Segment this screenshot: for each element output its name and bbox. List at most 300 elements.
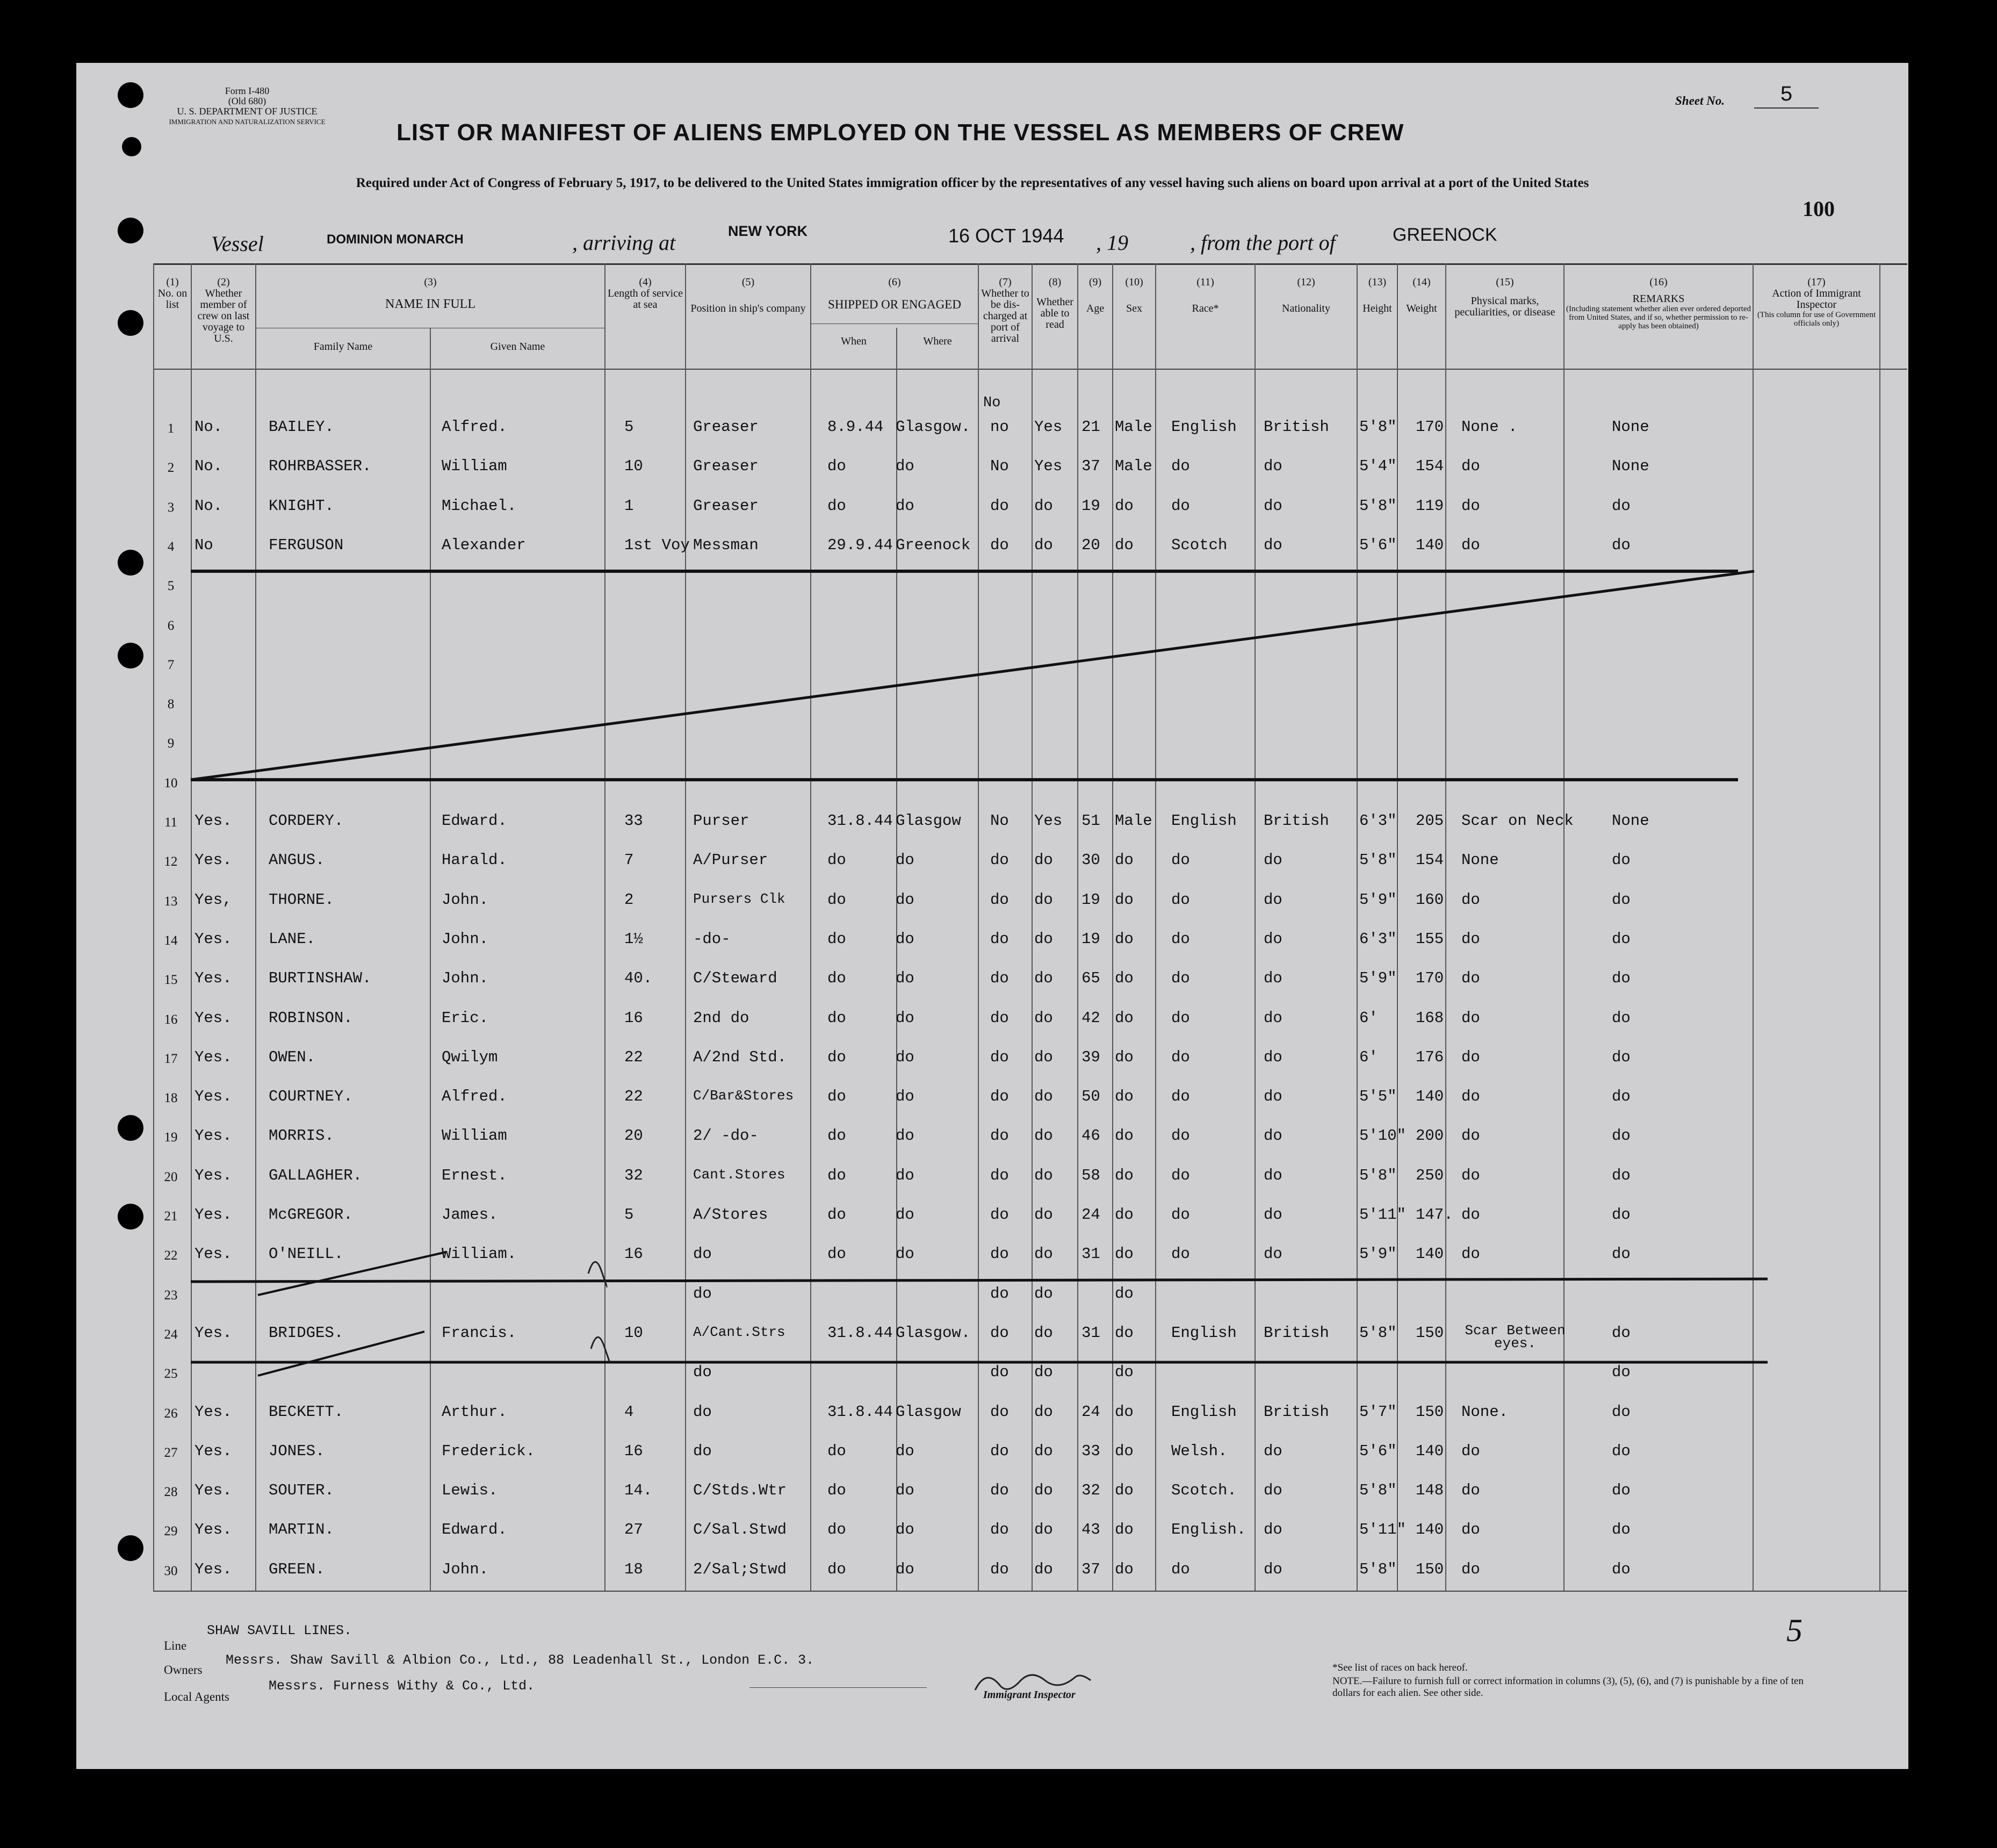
row-number: 7 — [167, 658, 175, 672]
shipped-where: do — [896, 457, 914, 475]
height: 5'11" — [1359, 1521, 1407, 1538]
name-strike — [258, 1332, 424, 1376]
remarks: do — [1612, 1403, 1631, 1421]
weight: 176 — [1416, 1048, 1444, 1066]
race: do — [1171, 930, 1190, 948]
nationality: do — [1264, 1245, 1282, 1263]
family-name: GALLAGHER. — [269, 1167, 363, 1184]
col-header-17: (17) Action of Immigrant Inspector (This column for use of Government officials only) — [1757, 276, 1876, 328]
row-number: 5 — [167, 579, 175, 593]
height: 5'8" — [1359, 1482, 1397, 1499]
height: 5'8" — [1359, 1561, 1397, 1578]
race: English — [1171, 1324, 1237, 1342]
row-number: 20 — [164, 1170, 178, 1184]
nationality: British — [1264, 1324, 1329, 1342]
remarks: do — [1612, 1442, 1631, 1460]
sex: do — [1115, 497, 1134, 515]
nationality: British — [1264, 418, 1329, 436]
crew-status: No. — [194, 457, 223, 475]
shipped-where: Greenock — [896, 536, 971, 554]
arriving-label: , arriving at — [572, 231, 676, 255]
position: C/Bar&Stores — [693, 1088, 794, 1104]
nationality: do — [1264, 1088, 1282, 1105]
shipped-when: do — [827, 1167, 846, 1184]
page-number: 100 — [1803, 197, 1835, 221]
age: 24 — [1082, 1403, 1100, 1421]
able-to-read: do — [1034, 1206, 1053, 1224]
weight: 168 — [1416, 1009, 1444, 1027]
able-to-read: do — [1034, 851, 1053, 869]
position: C/Sal.Stwd — [693, 1521, 787, 1538]
age: 24 — [1082, 1206, 1100, 1224]
sex: do — [1115, 891, 1134, 909]
physical-marks: do — [1461, 930, 1480, 948]
signature-line — [749, 1687, 927, 1688]
position: Greaser — [693, 457, 759, 475]
position: A/Cant.Strs — [693, 1324, 785, 1340]
shipped-where: Glasgow — [896, 812, 961, 830]
strike-line-row-23 — [191, 1279, 1768, 1282]
col-header-13: (13) Height — [1362, 276, 1392, 314]
physical-marks: do — [1461, 1206, 1480, 1224]
shipped-where: do — [896, 891, 914, 909]
discharged: do — [990, 1206, 1009, 1224]
age: 21 — [1082, 418, 1100, 436]
remarks: do — [1612, 1167, 1631, 1184]
handwritten-initial — [591, 1337, 609, 1362]
family-name: THORNE. — [269, 891, 334, 909]
sex: Male — [1115, 812, 1152, 830]
shipped-when: do — [827, 1245, 846, 1263]
physical-marks: do — [1461, 1245, 1480, 1263]
row-number: 29 — [164, 1524, 178, 1538]
agents-label: Local Agents — [164, 1690, 229, 1703]
diagonal-cancel-line — [191, 571, 1754, 780]
age: 20 — [1082, 536, 1100, 554]
service-length: 1st Voy — [624, 536, 690, 554]
crew-status: Yes. — [194, 812, 232, 830]
discharged: do — [990, 1403, 1009, 1421]
given-name: Frederick. — [442, 1442, 536, 1460]
race: English. — [1171, 1521, 1246, 1538]
given-name: Arthur. — [442, 1403, 507, 1421]
height: 6'3" — [1359, 930, 1397, 948]
weight: 250 — [1416, 1167, 1444, 1184]
nationality: do — [1264, 1561, 1282, 1578]
shipped-where: do — [896, 969, 914, 987]
remarks: do — [1612, 1206, 1631, 1224]
row-number: 12 — [164, 854, 178, 869]
position: Greaser — [693, 497, 759, 515]
discharged: do — [990, 1245, 1009, 1263]
crew-status: Yes. — [194, 1127, 232, 1145]
position: Pursers Clk — [693, 891, 785, 907]
corner-mark: 5 — [1786, 1613, 1803, 1648]
age: 51 — [1082, 812, 1100, 830]
nationality: do — [1264, 1048, 1282, 1066]
height: 5'8" — [1359, 1167, 1397, 1184]
crew-status: Yes. — [194, 1009, 232, 1027]
sex: do — [1115, 1245, 1134, 1263]
shipped-when: do — [827, 969, 846, 987]
able-to-read: do — [1034, 1403, 1053, 1421]
family-name: LANE. — [269, 930, 316, 948]
family-name: McGREGOR. — [269, 1206, 353, 1224]
sex: do — [1115, 1324, 1134, 1342]
height: 5'4" — [1359, 457, 1397, 475]
remarks: do — [1612, 1127, 1631, 1145]
shipping-line: SHAW SAVILL LINES. — [207, 1623, 352, 1638]
crew-status: Yes. — [194, 1482, 232, 1499]
row-number: 24 — [164, 1327, 178, 1342]
race: Scotch. — [1171, 1482, 1237, 1499]
year-label: , 19 — [1096, 231, 1128, 255]
family-name: GREEN. — [269, 1561, 325, 1578]
row-number: 27 — [164, 1446, 178, 1460]
handwritten-initial — [588, 1262, 607, 1286]
physical-marks: do — [1461, 1127, 1480, 1145]
discharged: do — [990, 497, 1009, 515]
weight: 160 — [1416, 891, 1444, 909]
sex: do — [1115, 1561, 1134, 1578]
physical-marks: do — [1461, 1009, 1480, 1027]
race: Scotch — [1171, 536, 1228, 554]
row-number: 3 — [167, 500, 175, 515]
age: 19 — [1082, 930, 1100, 948]
nationality: do — [1264, 536, 1282, 554]
shipped-where: do — [896, 1009, 914, 1027]
nationality: British — [1264, 812, 1329, 830]
able-to-read: do — [1034, 1048, 1053, 1066]
service-length: 16 — [624, 1442, 643, 1460]
row-number: 6 — [167, 619, 175, 633]
shipped-where: do — [896, 1167, 914, 1184]
remarks: do — [1612, 1482, 1631, 1499]
able-to-read: do — [1034, 1167, 1053, 1184]
height: 5'9" — [1359, 969, 1397, 987]
shipped-when: 29.9.44 — [827, 536, 893, 554]
weight: 140 — [1416, 1088, 1444, 1105]
age: 65 — [1082, 969, 1100, 987]
weight: 147. — [1416, 1206, 1453, 1224]
age: 33 — [1082, 1442, 1100, 1460]
family-name: BECKETT. — [269, 1403, 344, 1421]
remarks: do — [1612, 1009, 1631, 1027]
col-header-14: (14) Weight — [1406, 276, 1437, 314]
shipped-where: do — [896, 930, 914, 948]
sex: do — [1115, 1048, 1134, 1066]
able-to-read: do — [1034, 891, 1053, 909]
remarks: None — [1612, 812, 1649, 830]
race: Welsh. — [1171, 1442, 1228, 1460]
row-number: 15 — [164, 973, 178, 987]
sheet-number: 5 — [1754, 83, 1819, 109]
height: 5'9" — [1359, 1245, 1397, 1263]
crew-status: Yes, — [194, 891, 232, 909]
inspector-label: Immigrant Inspector — [983, 1689, 1076, 1701]
discharged: do — [990, 1482, 1009, 1499]
remarks: do — [1612, 1561, 1631, 1578]
given-name: Harald. — [442, 851, 507, 869]
sex: do — [1115, 969, 1134, 987]
family-name: SOUTER. — [269, 1482, 334, 1499]
discharged: no — [990, 418, 1009, 436]
height: 5'5" — [1359, 1088, 1397, 1105]
row-number: 11 — [164, 815, 178, 830]
shipped-when: do — [827, 1442, 846, 1460]
physical-marks: do — [1461, 1442, 1480, 1460]
able-to-read: do — [1034, 1245, 1053, 1263]
able-to-read: do — [1034, 1127, 1053, 1145]
given-name: Edward. — [442, 1521, 507, 1538]
nationality: do — [1264, 1521, 1282, 1538]
sex: do — [1115, 1285, 1134, 1303]
height: 5'6" — [1359, 1442, 1397, 1460]
service-length: 4 — [624, 1403, 634, 1421]
height: 5'8" — [1359, 497, 1397, 515]
sex: Male — [1115, 418, 1152, 436]
crew-status: Yes. — [194, 1088, 232, 1105]
col-header-4: (4) Length of service at sea — [608, 276, 683, 311]
family-name: MORRIS. — [269, 1127, 334, 1145]
position: do — [693, 1442, 712, 1460]
weight: 119 — [1416, 497, 1444, 515]
able-to-read: do — [1034, 536, 1053, 554]
family-name: BURTINSHAW. — [269, 969, 372, 987]
col-header-1: (1) No. on list — [157, 276, 188, 311]
owners-label: Owners — [164, 1663, 203, 1677]
height: 5'11" — [1359, 1206, 1407, 1224]
height: 5'6" — [1359, 536, 1397, 554]
position: Greaser — [693, 418, 759, 436]
remarks: do — [1612, 1521, 1631, 1538]
discharged: do — [990, 1363, 1009, 1381]
shipped-where: do — [896, 1561, 914, 1578]
remarks: do — [1612, 1245, 1631, 1263]
vessel-label: Vessel — [211, 232, 264, 256]
height: 6' — [1359, 1048, 1378, 1066]
height: 6'3" — [1359, 812, 1397, 830]
remarks: do — [1612, 1363, 1631, 1381]
discharged: do — [990, 1561, 1009, 1578]
age: 46 — [1082, 1127, 1100, 1145]
arrival-date: 16 OCT 1944 — [948, 225, 1064, 247]
remarks: do — [1612, 1048, 1631, 1066]
discharged: do — [990, 1324, 1009, 1342]
race: do — [1171, 851, 1190, 869]
row-number: 16 — [164, 1012, 178, 1027]
col-header-when: When — [841, 335, 867, 347]
weight: 154 — [1416, 851, 1444, 869]
age: 31 — [1082, 1324, 1100, 1342]
service-length: 16 — [624, 1245, 643, 1263]
height: 5'8" — [1359, 418, 1397, 436]
row-number: 25 — [164, 1367, 178, 1381]
service-length: 20 — [624, 1127, 643, 1145]
physical-marks: do — [1461, 1088, 1480, 1105]
nationality: do — [1264, 851, 1282, 869]
able-to-read: do — [1034, 1324, 1053, 1342]
row-number: 18 — [164, 1091, 178, 1105]
position: 2/ -do- — [693, 1127, 759, 1145]
given-name: Alfred. — [442, 1088, 507, 1105]
age: 58 — [1082, 1167, 1100, 1184]
given-name: Alexander — [442, 536, 526, 554]
nationality: do — [1264, 930, 1282, 948]
sex: do — [1115, 1167, 1134, 1184]
height: 6' — [1359, 1009, 1378, 1027]
shipped-when: do — [827, 1088, 846, 1105]
shipped-where: do — [896, 1127, 914, 1145]
row-number: 30 — [164, 1564, 178, 1578]
discharged: do — [990, 1048, 1009, 1066]
age: 42 — [1082, 1009, 1100, 1027]
sex: do — [1115, 1482, 1134, 1499]
able-to-read: Yes — [1034, 418, 1063, 436]
service-length: 14. — [624, 1482, 653, 1499]
service-length: 27 — [624, 1521, 643, 1538]
sex: do — [1115, 536, 1134, 554]
physical-marks: Scar on Neck — [1461, 812, 1574, 830]
discharged: do — [990, 1088, 1009, 1105]
shipped-where: do — [896, 1245, 914, 1263]
remarks: do — [1612, 891, 1631, 909]
row-number: 21 — [164, 1209, 178, 1224]
col-header-11: (11) Race* — [1192, 276, 1219, 314]
family-name: CORDERY. — [269, 812, 344, 830]
fine-note: NOTE.—Failure to furnish full or correct information in columns (3), (5), (6), and (7) is punishable by a fine of ten dollars for each alien. See other side. — [1332, 1676, 1804, 1699]
physical-marks: None — [1461, 851, 1499, 869]
weight: 200 — [1416, 1127, 1444, 1145]
col-header-10: (10) Sex — [1125, 276, 1143, 314]
height: 5'8" — [1359, 1324, 1397, 1342]
shipped-when: do — [827, 891, 846, 909]
physical-marks: do — [1461, 1482, 1480, 1499]
discharged: do — [990, 1521, 1009, 1538]
shipped-where: Glasgow. — [896, 1324, 971, 1342]
family-name: BRIDGES. — [269, 1324, 344, 1342]
sex: do — [1115, 1127, 1134, 1145]
col-header-where: Where — [923, 335, 952, 347]
discharged: do — [990, 930, 1009, 948]
able-to-read: do — [1034, 1363, 1053, 1381]
race: do — [1171, 1245, 1190, 1263]
col-header-2: (2) Whether member of crew on last voyage to U.S. — [197, 276, 250, 344]
crew-status: Yes. — [194, 1206, 232, 1224]
family-name: KNIGHT. — [269, 497, 334, 515]
position: C/Steward — [693, 969, 777, 987]
able-to-read: Yes — [1034, 457, 1063, 475]
height: 5'8" — [1359, 851, 1397, 869]
physical-marks: do — [1461, 891, 1480, 909]
physical-marks: do — [1461, 1048, 1480, 1066]
shipped-where: do — [896, 1206, 914, 1224]
crew-status: Yes. — [194, 1403, 232, 1421]
col7-note: No — [983, 395, 1001, 411]
sex: do — [1115, 1009, 1134, 1027]
race: do — [1171, 1088, 1190, 1105]
service-length: 1 — [624, 497, 634, 515]
line-label: Line — [164, 1639, 187, 1652]
position: C/Stds.Wtr — [693, 1482, 787, 1499]
nationality: do — [1264, 891, 1282, 909]
crew-status: No. — [194, 497, 223, 515]
physical-marks: None . — [1461, 418, 1518, 436]
sex: do — [1115, 1403, 1134, 1421]
able-to-read: do — [1034, 1521, 1053, 1538]
service-length: 16 — [624, 1009, 643, 1027]
race: do — [1171, 457, 1190, 475]
given-name: William — [442, 457, 507, 475]
nationality: do — [1264, 1009, 1282, 1027]
arrival-port: NEW YORK — [728, 223, 808, 239]
given-name: John. — [442, 1561, 489, 1578]
service-length: 33 — [624, 812, 643, 830]
position: A/Purser — [693, 851, 768, 869]
weight: 140 — [1416, 1442, 1444, 1460]
race: English — [1171, 812, 1237, 830]
service-length: 1½ — [624, 930, 643, 948]
discharged: do — [990, 536, 1009, 554]
given-name: Michael. — [442, 497, 517, 515]
shipped-when: do — [827, 930, 846, 948]
nationality: do — [1264, 1482, 1282, 1499]
able-to-read: do — [1034, 1088, 1053, 1105]
position: 2/Sal;Stwd — [693, 1561, 787, 1578]
service-length: 5 — [624, 1206, 634, 1224]
shipped-when: 31.8.44 — [827, 1403, 893, 1421]
weight: 205 — [1416, 812, 1444, 830]
position: A/2nd Std. — [693, 1048, 787, 1066]
departure-port: GREENOCK — [1393, 225, 1497, 245]
col-header-12: (12) Nationality — [1282, 276, 1330, 314]
given-name: Lewis. — [442, 1482, 498, 1499]
race: do — [1171, 1009, 1190, 1027]
service-length: 5 — [624, 418, 634, 436]
weight: 150 — [1416, 1403, 1444, 1421]
discharged: do — [990, 969, 1009, 987]
col-header-7: (7) Whether to be dis-charged at port of arrival — [981, 276, 1029, 344]
service-length: 22 — [624, 1088, 643, 1105]
nationality: do — [1264, 1127, 1282, 1145]
remarks: do — [1612, 930, 1631, 948]
age: 37 — [1082, 457, 1100, 475]
family-name: JONES. — [269, 1442, 325, 1460]
discharged: do — [990, 891, 1009, 909]
sheet-label: Sheet No. — [1675, 94, 1725, 107]
able-to-read: do — [1034, 1561, 1053, 1578]
shipped-where: Glasgow — [896, 1403, 961, 1421]
shipped-where: do — [896, 1048, 914, 1066]
height: 5'10" — [1359, 1127, 1407, 1145]
nationality: do — [1264, 497, 1282, 515]
position: Purser — [693, 812, 749, 830]
able-to-read: do — [1034, 1285, 1053, 1303]
discharged: do — [990, 1009, 1009, 1027]
physical-marks: do — [1461, 457, 1480, 475]
nationality: do — [1264, 457, 1282, 475]
row-number: 22 — [164, 1248, 178, 1263]
races-note: *See list of races on back hereof. — [1332, 1662, 1468, 1673]
row-number: 13 — [164, 894, 178, 909]
race: do — [1171, 1206, 1190, 1224]
shipped-when: 31.8.44 — [827, 812, 893, 830]
sex: do — [1115, 1088, 1134, 1105]
age: 37 — [1082, 1561, 1100, 1578]
service-length: 18 — [624, 1561, 643, 1578]
position: A/Stores — [693, 1206, 768, 1224]
given-name: Eric. — [442, 1009, 489, 1027]
